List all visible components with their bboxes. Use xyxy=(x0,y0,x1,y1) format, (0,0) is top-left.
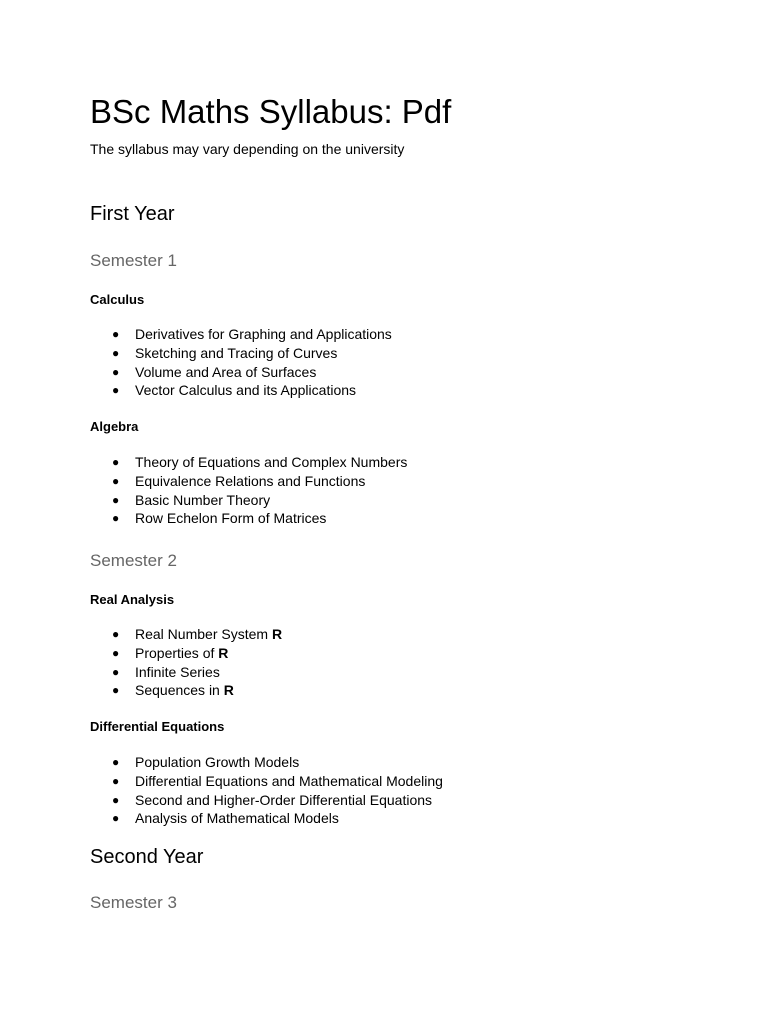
bullet-icon: ● xyxy=(112,627,120,641)
bullet-icon: ● xyxy=(112,511,120,526)
page-title: BSc Maths Syllabus: Pdf xyxy=(90,93,452,130)
subject-heading-calculus: Calculus xyxy=(90,292,145,307)
list-item: ● Vector Calculus and its Applications xyxy=(112,382,357,399)
list-item: ● Derivatives for Graphing and Applications xyxy=(112,326,392,342)
bullet-icon: ● xyxy=(112,364,120,379)
bullet-icon: ● xyxy=(112,455,120,469)
list-item: ● Real Number System R xyxy=(112,626,283,642)
list-item: ● Population Growth Models xyxy=(112,754,300,770)
semester-heading-1: Semester 1 xyxy=(90,251,177,270)
algebra-topic-list xyxy=(90,453,407,528)
bullet-icon: ● xyxy=(112,473,120,488)
bullet-icon: ● xyxy=(112,383,120,398)
bullet-icon: ● xyxy=(112,345,120,360)
bullet-icon: ● xyxy=(112,492,120,507)
list-item: ● Infinite Series xyxy=(112,663,220,680)
bullet-icon: ● xyxy=(112,773,120,788)
differential-equations-topic-list xyxy=(90,753,443,828)
semester-heading-3: Semester 3 xyxy=(90,893,177,912)
bullet-icon: ● xyxy=(112,755,120,769)
list-item: ● Differential Equations and Mathematical Modeling xyxy=(112,772,443,789)
bullet-icon: ● xyxy=(112,792,120,807)
list-item: ● Row Echelon Form of Matrices xyxy=(112,510,327,527)
year-heading-second: Second Year xyxy=(90,846,204,868)
bullet-icon: ● xyxy=(112,645,120,660)
semester-heading-2: Semester 2 xyxy=(90,551,177,570)
list-item: ● Properties of R xyxy=(112,644,229,661)
list-item: ● Equivalence Relations and Functions xyxy=(112,472,366,489)
calculus-topic-list xyxy=(90,325,392,400)
year-heading-first: First Year xyxy=(90,203,175,225)
list-item: ● Analysis of Mathematical Models xyxy=(112,810,339,827)
list-item: ● Sequences in R xyxy=(112,682,234,699)
bullet-icon: ● xyxy=(112,664,120,679)
list-item: ● Sketching and Tracing of Curves xyxy=(112,344,338,361)
subject-heading-algebra: Algebra xyxy=(90,419,139,434)
subject-heading-differential-equations: Differential Equations xyxy=(90,719,225,734)
list-item: ● Theory of Equations and Complex Numbers xyxy=(112,454,408,470)
page-subtitle: The syllabus may vary depending on the university xyxy=(90,141,405,157)
subject-heading-real-analysis: Real Analysis xyxy=(90,592,175,607)
bullet-icon: ● xyxy=(112,327,120,341)
bullet-icon: ● xyxy=(112,683,120,698)
list-item: ● Second and Higher-Order Differential Equations xyxy=(112,791,433,808)
list-item: ● Basic Number Theory xyxy=(112,491,271,508)
list-item: ● Volume and Area of Surfaces xyxy=(112,363,317,380)
real-analysis-topic-list xyxy=(90,625,282,700)
bullet-icon: ● xyxy=(112,811,120,826)
